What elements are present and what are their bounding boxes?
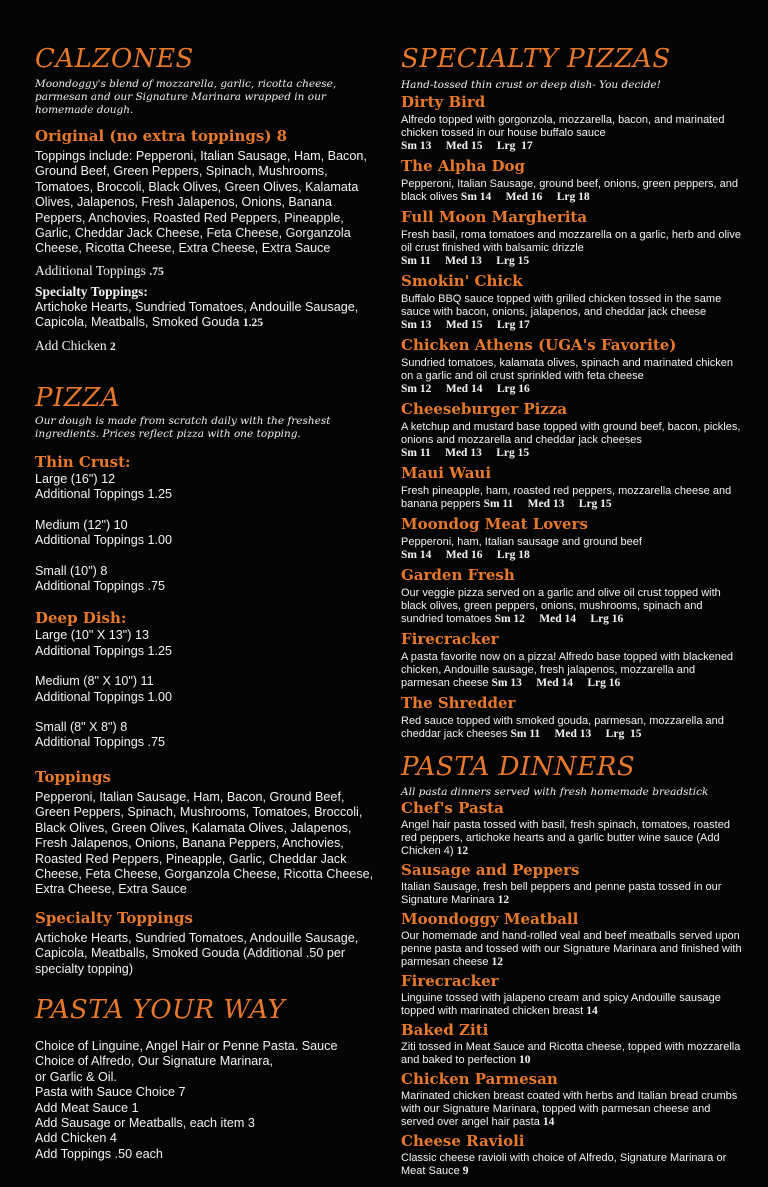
pizza-prices: Sm 13 Med 15 Lrg 17 xyxy=(401,140,533,152)
pizza-name: Cheeseburger Pizza xyxy=(401,400,568,418)
calzone-specialty-price: 1.25 xyxy=(242,317,264,330)
pizza-name: Garden Fresh xyxy=(401,566,515,584)
pizza-description-text: Pepperoni, ham, Italian sausage and ground beef xyxy=(401,536,642,548)
pasta-dinner-item xyxy=(401,1070,746,1129)
pizza-name: The Alpha Dog xyxy=(401,157,526,175)
pizza-prices: Sm 13 Med 15 Lrg 17 xyxy=(401,319,530,331)
specialty-pizza-item xyxy=(401,335,746,396)
deep-size: Medium (8" X 10") 11 xyxy=(35,674,154,689)
calzone-chicken-label: Add Chicken xyxy=(35,337,107,353)
calzone-toppings-text: Toppings include: Pepperoni, Italian Sausage, Ham, Bacon, Ground Beef, Green Peppers, Spinach, Mushrooms, Tomatoes, Broccoli, Black Olives, Green Olives, Kalamata Olives, Jalapenos, Fresh Jalapenos, Onions, Banana Peppers, Anchovies, Roasted Red Peppers, Pineapple, Garlic, Cheddar Jack Cheese, Feta Cheese, Gorganzola Cheese, Ricotta Cheese, Extra Cheese, Extra Sauce xyxy=(35,149,367,256)
pizza-name: Dirty Bird xyxy=(401,93,486,111)
calzone-original-heading: Original (no extra toppings) 8 xyxy=(35,127,288,145)
specialty-pizza-item xyxy=(401,514,746,562)
pasta-dinner-item xyxy=(401,910,746,969)
pasta-dinner-item xyxy=(401,1021,746,1067)
specialty-pizza-item xyxy=(401,463,746,511)
pasta-description xyxy=(401,881,746,907)
thin-additional-toppings: Additional Toppings 1.00 xyxy=(35,533,173,548)
pasta-your-way-line: Add Chicken 4 xyxy=(35,1131,117,1146)
pizza-prices: Sm 11 Med 13 Lrg 15 xyxy=(483,498,612,510)
pasta-your-way-line: Add Meat Sauce 1 xyxy=(35,1100,139,1115)
pizza-prices: Sm 14 Med 16 Lrg 18 xyxy=(460,191,590,203)
pizza-description xyxy=(401,114,746,153)
pasta-your-way-line: Choice of Linguine, Angel Hair or Penne Pasta. Sauce Choice of Alfredo, Our Signature Marinara, xyxy=(35,1039,338,1069)
pasta-description-text: Classic cheese ravioli with choice of Alfredo, Signature Marinara or Meat Sauce xyxy=(401,1152,727,1177)
spacer xyxy=(35,594,375,606)
pasta-description xyxy=(401,819,746,858)
specialty-pizza-item xyxy=(401,629,746,690)
specialty-pizza-item xyxy=(401,271,746,332)
calzone-additional-price: .75 xyxy=(149,265,164,278)
pasta-dinner-list xyxy=(401,799,746,1178)
pasta-name: Sausage and Peppers xyxy=(401,861,580,879)
pasta-your-way-section xyxy=(35,995,375,1162)
pasta-dinners-title: PASTA DINNERS xyxy=(401,752,636,782)
pasta-your-way-title: PASTA YOUR WAY xyxy=(35,995,286,1025)
specialty-pizza-item xyxy=(401,156,746,204)
pasta-description xyxy=(401,992,746,1018)
pizza-description-text: A ketchup and mustard base topped with ground beef, bacon, pickles, onions and mozzarella and cheddar jack cheeses xyxy=(401,421,741,446)
pizza-description: Our dough is made from scratch daily with the freshest ingredients. Prices reflect pizza with one topping. xyxy=(35,415,331,440)
deep-size: Small (8" X 8") 8 xyxy=(35,720,128,735)
calzones-section xyxy=(35,44,375,354)
pizza-description-text: Red sauce topped with smoked gouda, parmesan, mozzarella and cheddar jack cheeses xyxy=(401,715,724,740)
pizza-description xyxy=(401,485,746,511)
pizza-description-text: Our veggie pizza served on a garlic and olive oil crust topped with black olives, green peppers, onions, mushrooms, spinach and sundried tomatoes xyxy=(401,587,721,625)
deep-additional-toppings: Additional Toppings 1.00 xyxy=(35,689,173,704)
pasta-dinner-item xyxy=(401,799,746,858)
specialty-pizzas-title: SPECIALTY PIZZAS xyxy=(401,44,671,74)
calzone-specialty-heading: Specialty Toppings: xyxy=(35,283,148,299)
deep-dish-list xyxy=(35,628,375,762)
pizza-section xyxy=(35,383,375,977)
pizza-description xyxy=(401,293,746,332)
thin-size: Large (16") 12 xyxy=(35,472,116,486)
pasta-your-way-line: Add Toppings .50 each xyxy=(35,1146,163,1161)
pizza-toppings-text: Pepperoni, Italian Sausage, Ham, Bacon, Ground Beef, Green Peppers, Spinach, Mushrooms, Tomatoes, Broccoli, Black Olives, Green Olives, Kalamata Olives, Jalapenos, Fresh Jalapenos, Onions, Banana Peppers, Anchovies, Roasted Red Peppers, Pineapple, Garlic, Cheddar Jack Cheese, Feta Cheese, Gorganzola Cheese, Ricotta Cheese, Extra Cheese, Extra Sauce xyxy=(35,789,374,897)
calzone-chicken-price: 2 xyxy=(110,340,116,353)
specialty-pizza-item xyxy=(401,399,746,460)
spacer xyxy=(35,659,375,674)
spacer xyxy=(35,751,375,763)
pasta-name: Chicken Parmesan xyxy=(401,1070,558,1088)
pasta-your-way-line: Add Sausage or Meatballs, each item 3 xyxy=(35,1116,255,1131)
pasta-description-text: Ziti tossed in Meat Sauce and Ricotta cheese, topped with mozzarella and baked to perfection xyxy=(401,1041,741,1066)
calzones-description: Moondoggy's blend of mozzarella, garlic, ricotta cheese, parmesan and our Signature Marinara wrapped in our homemade dough. xyxy=(35,78,337,116)
pizza-description-text: A pasta favorite now on a pizza! Alfredo base topped with blackened chicken, Andouille sausage, fresh jalapenos, mozzarella and parmesan cheese xyxy=(401,651,734,689)
deep-additional-toppings: Additional Toppings .75 xyxy=(35,735,166,750)
pizza-prices: Sm 13 Med 14 Lrg 16 xyxy=(491,677,621,689)
calzones-title: CALZONES xyxy=(35,44,194,74)
pizza-description-text: Alfredo topped with gorgonzola, mozzarella, bacon, and marinated chicken tossed in our house buffalo sauce xyxy=(401,114,725,139)
pizza-toppings-heading: Toppings xyxy=(35,767,111,786)
pizza-prices: Sm 14 Med 16 Lrg 18 xyxy=(401,549,530,561)
pasta-price: 14 xyxy=(586,1005,598,1017)
pizza-name: Chicken Athens (UGA's Favorite) xyxy=(401,336,677,354)
pizza-description xyxy=(401,587,746,626)
deep-dish-heading: Deep Dish: xyxy=(35,609,127,628)
pizza-name: Firecracker xyxy=(401,630,499,648)
pizza-prices: Sm 12 Med 14 Lrg 16 xyxy=(401,383,530,395)
pasta-name: Chef's Pasta xyxy=(401,799,504,817)
thin-size: Medium (12") 10 xyxy=(35,517,128,532)
pasta-name: Cheese Ravioli xyxy=(401,1132,525,1150)
pizza-name: Moondog Meat Lovers xyxy=(401,515,588,533)
pasta-description-text: Angel hair pasta tossed with basil, fresh spinach, tomatoes, roasted red peppers, artichoke hearts and a garlic butter wine sauce (Add Chicken 4) xyxy=(401,819,730,857)
thin-size: Small (10") 8 xyxy=(35,563,108,578)
pizza-prices: Sm 12 Med 14 Lrg 16 xyxy=(494,613,624,625)
pizza-name: Smokin' Chick xyxy=(401,272,523,290)
pizza-specialty-heading: Specialty Toppings xyxy=(35,908,193,927)
calzone-specialty-text: Artichoke Hearts, Sundried Tomatoes, Andouille Sausage, Capicola, Meatballs, Smoked Gouda xyxy=(35,299,359,330)
pizza-title: PIZZA xyxy=(35,383,121,413)
specialty-pizza-list xyxy=(401,92,746,741)
thin-crust-list xyxy=(35,472,375,606)
spacer xyxy=(35,705,375,720)
deep-size: Large (10" X 13") 13 xyxy=(35,628,149,643)
pasta-description-text: Italian Sausage, fresh bell peppers and penne pasta tossed in our Signature Marinara xyxy=(401,881,722,906)
pizza-description xyxy=(401,229,746,268)
pizza-prices: Sm 11 Med 13 Lrg 15 xyxy=(510,728,642,740)
specialty-pizza-item xyxy=(401,92,746,153)
pizza-description xyxy=(401,178,746,204)
pasta-description-text: Marinated chicken breast coated with herbs and Italian bread crumbs with our Signature Marinara, topped with parmesan cheese and served over angel hair pasta xyxy=(401,1090,738,1128)
pasta-price: 12 xyxy=(491,956,504,968)
pasta-your-way-line: Pasta with Sauce Choice 7 xyxy=(35,1085,186,1100)
calzone-additional-label: Additional Toppings xyxy=(35,262,146,278)
pizza-name: The Shredder xyxy=(401,694,516,712)
pasta-description xyxy=(401,1041,746,1067)
pasta-description-text: Linguine tossed with jalapeno cream and spicy Andouille sausage topped with marinated chicken breast xyxy=(401,992,721,1017)
pasta-your-way-line: or Garlic & Oil. xyxy=(35,1069,117,1084)
pizza-name: Maui Waui xyxy=(401,464,492,482)
pasta-description-text: Our homemade and hand-rolled veal and beef meatballs served upon penne pasta and tossed with our Signature Marinara and finished with parmesan cheese xyxy=(401,930,742,968)
pasta-dinners-section xyxy=(401,752,746,1181)
pizza-description-text: Fresh pineapple, ham, roasted red peppers, mozzarella cheese and banana peppers xyxy=(401,485,732,510)
pasta-description xyxy=(401,1090,746,1129)
pizza-description-text: Sundried tomatoes, kalamata olives, spinach and marinated chicken on a garlic and oil crust sprinkled with feta cheese xyxy=(401,357,734,382)
pasta-price: 10 xyxy=(519,1054,531,1066)
pasta-price: 9 xyxy=(462,1165,469,1177)
pasta-your-way-list xyxy=(35,1039,375,1162)
pasta-price: 12 xyxy=(456,845,469,857)
pizza-description xyxy=(401,357,746,396)
pizza-prices: Sm 11 Med 13 Lrg 15 xyxy=(401,447,530,459)
thin-additional-toppings: Additional Toppings .75 xyxy=(35,579,166,594)
thin-additional-toppings: Additional Toppings 1.25 xyxy=(35,487,173,502)
pasta-name: Firecracker xyxy=(401,972,499,990)
pasta-dinners-subtitle: All pasta dinners served with fresh homemade breadstick xyxy=(401,786,709,798)
pizza-description xyxy=(401,651,746,690)
pizza-name: Full Moon Margherita xyxy=(401,208,588,226)
thin-crust-heading: Thin Crust: xyxy=(35,453,131,471)
pizza-description-text: Fresh basil, roma tomatoes and mozzarella on a garlic, herb and olive oil crust finished with balsamic drizzle xyxy=(401,229,741,254)
specialty-pizza-item xyxy=(401,693,746,741)
pasta-price: 14 xyxy=(542,1116,555,1128)
pizza-description-text: Pepperoni, Italian Sausage, ground beef, onions, green peppers, and black olives xyxy=(401,178,738,203)
specialty-pizzas-section xyxy=(401,44,746,744)
pizza-prices: Sm 11 Med 13 Lrg 15 xyxy=(401,255,530,267)
pasta-dinner-item xyxy=(401,972,746,1018)
pasta-name: Moondoggy Meatball xyxy=(401,910,579,928)
pasta-description xyxy=(401,930,746,969)
pasta-name: Baked Ziti xyxy=(401,1021,489,1039)
specialty-pizza-item xyxy=(401,565,746,626)
pasta-dinner-item xyxy=(401,1132,746,1178)
pasta-description xyxy=(401,1152,746,1178)
spacer xyxy=(35,549,375,564)
pizza-description xyxy=(401,536,746,562)
spacer xyxy=(35,503,375,518)
specialty-pizza-item xyxy=(401,207,746,268)
pasta-dinner-item xyxy=(401,861,746,907)
pizza-description-text: Buffalo BBQ sauce topped with grilled chicken tossed in the same sauce with bacon, onions, jalapenos, and cheddar jack cheese xyxy=(401,293,722,318)
specialty-pizzas-subtitle: Hand-tossed thin crust or deep dish- You decide! xyxy=(401,79,661,91)
pizza-description xyxy=(401,421,746,460)
pasta-price: 12 xyxy=(497,894,510,906)
pizza-specialty-text: Artichoke Hearts, Sundried Tomatoes, Andouille Sausage, Capicola, Meatballs, Smoked Gouda (Additional .50 per specialty topping) xyxy=(35,930,359,976)
deep-additional-toppings: Additional Toppings 1.25 xyxy=(35,643,173,658)
pizza-description xyxy=(401,715,746,741)
